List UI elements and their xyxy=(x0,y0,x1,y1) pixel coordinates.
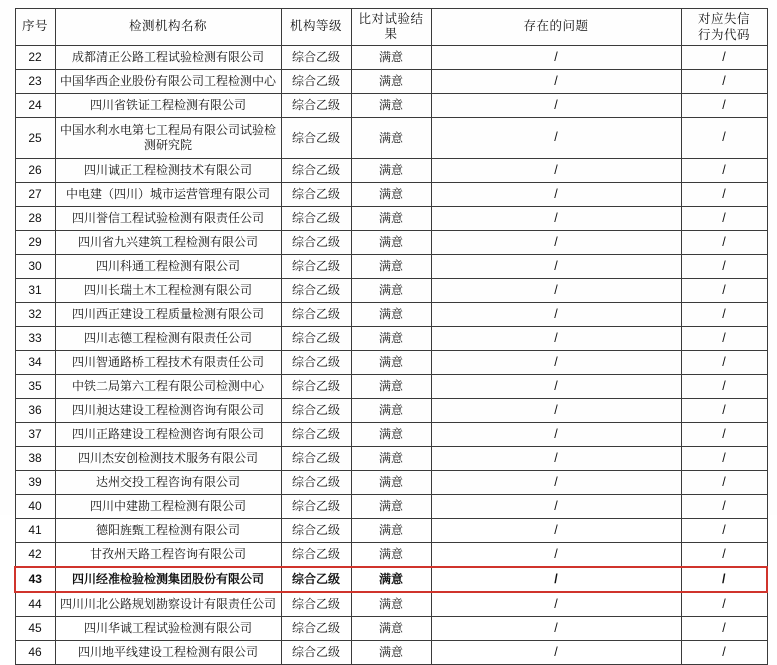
cell-code: / xyxy=(681,94,767,118)
cell-level: 综合乙级 xyxy=(281,447,351,471)
cell-seq: 38 xyxy=(15,447,55,471)
cell-level: 综合乙级 xyxy=(281,399,351,423)
table-row xyxy=(15,447,767,471)
cell-code: / xyxy=(681,519,767,543)
cell-result: 满意 xyxy=(351,617,431,641)
cell-issue: / xyxy=(431,159,681,183)
table-row xyxy=(15,399,767,423)
cell-issue: / xyxy=(431,447,681,471)
cell-level: 综合乙级 xyxy=(281,592,351,617)
cell-agency-name: 甘孜州天路工程咨询有限公司 xyxy=(55,543,281,568)
cell-result: 满意 xyxy=(351,94,431,118)
cell-level: 综合乙级 xyxy=(281,255,351,279)
cell-code: / xyxy=(681,159,767,183)
table-row xyxy=(15,543,767,568)
column-header-seq: 序号 xyxy=(15,9,55,46)
table-row xyxy=(15,641,767,665)
column-header-issue: 存在的问题 xyxy=(431,9,681,46)
cell-result: 满意 xyxy=(351,471,431,495)
cell-level: 综合乙级 xyxy=(281,303,351,327)
cell-issue: / xyxy=(431,519,681,543)
cell-issue: / xyxy=(431,46,681,70)
cell-issue: / xyxy=(431,617,681,641)
cell-level: 综合乙级 xyxy=(281,617,351,641)
cell-agency-name: 成都清正公路工程试验检测有限公司 xyxy=(55,46,281,70)
cell-level: 综合乙级 xyxy=(281,495,351,519)
cell-seq: 26 xyxy=(15,159,55,183)
cell-level: 综合乙级 xyxy=(281,118,351,159)
cell-seq: 45 xyxy=(15,617,55,641)
cell-result: 满意 xyxy=(351,279,431,303)
cell-code: / xyxy=(681,279,767,303)
cell-seq: 25 xyxy=(15,118,55,159)
cell-agency-name: 四川川北公路规划勘察设计有限责任公司 xyxy=(55,592,281,617)
cell-seq: 42 xyxy=(15,543,55,568)
table-row xyxy=(15,592,767,617)
cell-level: 综合乙级 xyxy=(281,423,351,447)
table-row xyxy=(15,279,767,303)
cell-result: 满意 xyxy=(351,231,431,255)
table-header-row xyxy=(15,9,767,46)
cell-result: 满意 xyxy=(351,519,431,543)
table-row xyxy=(15,375,767,399)
cell-seq: 40 xyxy=(15,495,55,519)
table-row xyxy=(15,255,767,279)
cell-code: / xyxy=(681,231,767,255)
cell-level: 综合乙级 xyxy=(281,70,351,94)
cell-code: / xyxy=(681,207,767,231)
cell-issue: / xyxy=(431,94,681,118)
cell-seq: 23 xyxy=(15,70,55,94)
cell-code: / xyxy=(681,183,767,207)
cell-result: 满意 xyxy=(351,423,431,447)
cell-agency-name: 四川正路建设工程检测咨询有限公司 xyxy=(55,423,281,447)
cell-agency-name: 中国华西企业股份有限公司工程检测中心 xyxy=(55,70,281,94)
cell-level: 综合乙级 xyxy=(281,231,351,255)
table-row xyxy=(15,231,767,255)
cell-code: / xyxy=(681,617,767,641)
cell-seq: 36 xyxy=(15,399,55,423)
cell-code: / xyxy=(681,375,767,399)
table-row xyxy=(15,567,767,592)
table-row xyxy=(15,159,767,183)
cell-issue: / xyxy=(431,375,681,399)
cell-result: 满意 xyxy=(351,592,431,617)
cell-issue: / xyxy=(431,543,681,568)
column-header-result: 比对试验结果 xyxy=(351,9,431,46)
column-header-code xyxy=(681,9,767,46)
cell-seq: 43 xyxy=(15,567,55,592)
cell-level: 综合乙级 xyxy=(281,543,351,568)
cell-agency-name: 四川杰安创检测技术服务有限公司 xyxy=(55,447,281,471)
cell-result: 满意 xyxy=(351,327,431,351)
table-row xyxy=(15,471,767,495)
table-row xyxy=(15,70,767,94)
cell-result: 满意 xyxy=(351,567,431,592)
cell-seq: 46 xyxy=(15,641,55,665)
cell-seq: 37 xyxy=(15,423,55,447)
cell-issue: / xyxy=(431,592,681,617)
cell-seq: 22 xyxy=(15,46,55,70)
cell-issue: / xyxy=(431,279,681,303)
cell-result: 满意 xyxy=(351,543,431,568)
table-row xyxy=(15,519,767,543)
cell-issue: / xyxy=(431,641,681,665)
column-header-level: 机构等级 xyxy=(281,9,351,46)
cell-result: 满意 xyxy=(351,641,431,665)
cell-issue: / xyxy=(431,351,681,375)
cell-code: / xyxy=(681,495,767,519)
cell-level: 综合乙级 xyxy=(281,351,351,375)
cell-result: 满意 xyxy=(351,495,431,519)
cell-issue: / xyxy=(431,495,681,519)
cell-issue: / xyxy=(431,399,681,423)
cell-agency-name: 四川昶达建设工程检测咨询有限公司 xyxy=(55,399,281,423)
cell-level: 综合乙级 xyxy=(281,159,351,183)
cell-result: 满意 xyxy=(351,303,431,327)
cell-level: 综合乙级 xyxy=(281,46,351,70)
cell-issue: / xyxy=(431,303,681,327)
column-header-code-line1: 对应失信 xyxy=(697,11,750,26)
cell-seq: 28 xyxy=(15,207,55,231)
cell-seq: 35 xyxy=(15,375,55,399)
cell-code: / xyxy=(681,303,767,327)
cell-seq: 30 xyxy=(15,255,55,279)
cell-seq: 27 xyxy=(15,183,55,207)
cell-code: / xyxy=(681,70,767,94)
cell-seq: 39 xyxy=(15,471,55,495)
cell-result: 满意 xyxy=(351,70,431,94)
cell-agency-name: 四川智通路桥工程技术有限责任公司 xyxy=(55,351,281,375)
cell-agency-name: 四川省九兴建筑工程检测有限公司 xyxy=(55,231,281,255)
cell-issue: / xyxy=(431,567,681,592)
cell-level: 综合乙级 xyxy=(281,471,351,495)
cell-agency-name: 四川华诚工程试验检测有限公司 xyxy=(55,617,281,641)
column-header-code-line2: 行为代码 xyxy=(697,28,750,42)
cell-agency-name: 四川中建勘工程检测有限公司 xyxy=(55,495,281,519)
cell-level: 综合乙级 xyxy=(281,519,351,543)
cell-code: / xyxy=(681,351,767,375)
inspection-agency-table xyxy=(14,8,768,665)
cell-code: / xyxy=(681,118,767,159)
cell-result: 满意 xyxy=(351,255,431,279)
cell-agency-name: 四川西正建设工程质量检测有限公司 xyxy=(55,303,281,327)
cell-result: 满意 xyxy=(351,183,431,207)
cell-seq: 32 xyxy=(15,303,55,327)
cell-agency-name: 德阳旌甄工程检测有限公司 xyxy=(55,519,281,543)
cell-agency-name: 四川长瑞土木工程检测有限公司 xyxy=(55,279,281,303)
table-row xyxy=(15,303,767,327)
cell-seq: 34 xyxy=(15,351,55,375)
cell-issue: / xyxy=(431,327,681,351)
column-header-name: 检测机构名称 xyxy=(55,9,281,46)
cell-issue: / xyxy=(431,255,681,279)
cell-issue: / xyxy=(431,118,681,159)
cell-agency-name: 达州交投工程咨询有限公司 xyxy=(55,471,281,495)
table-header xyxy=(15,9,767,46)
cell-agency-name: 四川志德工程检测有限责任公司 xyxy=(55,327,281,351)
cell-code: / xyxy=(681,447,767,471)
cell-code: / xyxy=(681,567,767,592)
table-row xyxy=(15,118,767,159)
table-row xyxy=(15,183,767,207)
cell-level: 综合乙级 xyxy=(281,327,351,351)
cell-level: 综合乙级 xyxy=(281,207,351,231)
cell-result: 满意 xyxy=(351,351,431,375)
cell-issue: / xyxy=(431,70,681,94)
cell-agency-name: 四川科通工程检测有限公司 xyxy=(55,255,281,279)
cell-code: / xyxy=(681,255,767,279)
cell-code: / xyxy=(681,471,767,495)
cell-agency-name: 中铁二局第六工程有限公司检测中心 xyxy=(55,375,281,399)
cell-code: / xyxy=(681,327,767,351)
cell-issue: / xyxy=(431,183,681,207)
cell-agency-name: 四川省铁证工程检测有限公司 xyxy=(55,94,281,118)
table-body xyxy=(15,46,767,665)
cell-result: 满意 xyxy=(351,375,431,399)
cell-seq: 33 xyxy=(15,327,55,351)
cell-level: 综合乙级 xyxy=(281,183,351,207)
cell-issue: / xyxy=(431,231,681,255)
cell-code: / xyxy=(681,399,767,423)
cell-code: / xyxy=(681,46,767,70)
cell-seq: 31 xyxy=(15,279,55,303)
cell-code: / xyxy=(681,543,767,568)
cell-code: / xyxy=(681,592,767,617)
table-row xyxy=(15,351,767,375)
cell-issue: / xyxy=(431,207,681,231)
cell-code: / xyxy=(681,641,767,665)
table-row xyxy=(15,207,767,231)
cell-agency-name: 中国水利水电第七工程局有限公司试验检测研究院 xyxy=(55,118,281,159)
cell-agency-name: 四川诚正工程检测技术有限公司 xyxy=(55,159,281,183)
cell-agency-name: 四川誉信工程试验检测有限责任公司 xyxy=(55,207,281,231)
cell-result: 满意 xyxy=(351,399,431,423)
cell-level: 综合乙级 xyxy=(281,567,351,592)
cell-level: 综合乙级 xyxy=(281,375,351,399)
cell-result: 满意 xyxy=(351,447,431,471)
cell-issue: / xyxy=(431,423,681,447)
cell-seq: 29 xyxy=(15,231,55,255)
cell-agency-name: 中电建（四川）城市运营管理有限公司 xyxy=(55,183,281,207)
cell-seq: 44 xyxy=(15,592,55,617)
table-row xyxy=(15,423,767,447)
cell-issue: / xyxy=(431,471,681,495)
cell-level: 综合乙级 xyxy=(281,94,351,118)
cell-agency-name: 四川经准检验检测集团股份有限公司 xyxy=(55,567,281,592)
cell-result: 满意 xyxy=(351,207,431,231)
table-row xyxy=(15,46,767,70)
table-row xyxy=(15,94,767,118)
cell-result: 满意 xyxy=(351,159,431,183)
cell-result: 满意 xyxy=(351,118,431,159)
table-row xyxy=(15,617,767,641)
cell-code: / xyxy=(681,423,767,447)
cell-level: 综合乙级 xyxy=(281,641,351,665)
cell-level: 综合乙级 xyxy=(281,279,351,303)
cell-agency-name: 四川地平线建设工程检测有限公司 xyxy=(55,641,281,665)
table-row xyxy=(15,327,767,351)
cell-seq: 41 xyxy=(15,519,55,543)
cell-result: 满意 xyxy=(351,46,431,70)
cell-seq: 24 xyxy=(15,94,55,118)
